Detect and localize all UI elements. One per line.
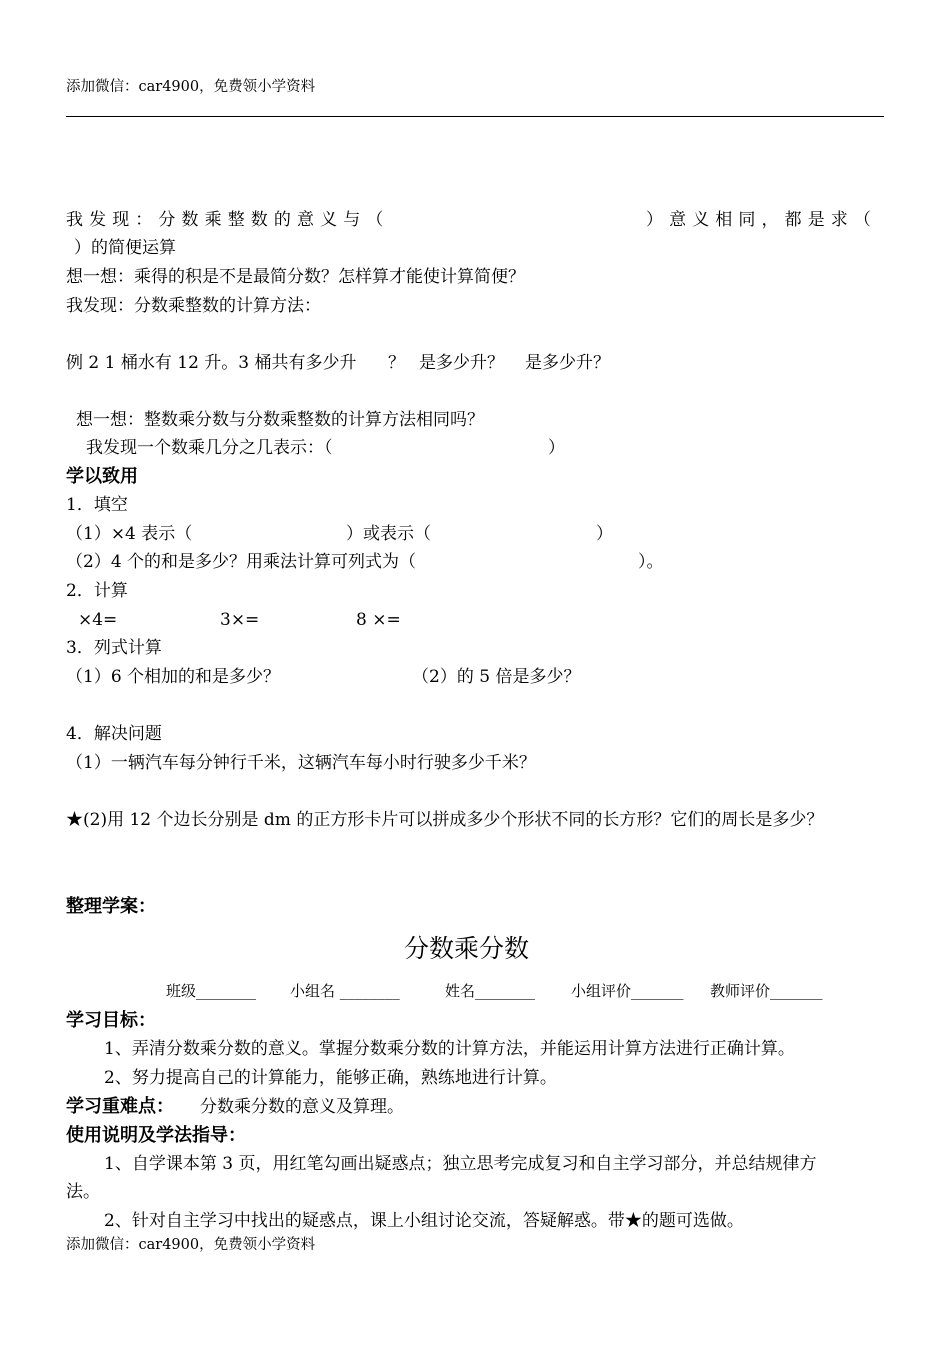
think2-line2-right: ） — [548, 438, 565, 458]
key-text: 分数乘分数的意义及算理。 — [200, 1097, 404, 1117]
usage-heading: 使用说明及学法指导： — [66, 1125, 246, 1146]
think2-line1: 想一想：整数乘分数与分数乘整数的计算方法相同吗？ — [76, 410, 484, 430]
apply-s2-calc-c: 8 ×= — [356, 610, 401, 630]
apply-s2-calc-b: 3×= — [220, 610, 260, 630]
usage-2: 2、针对自主学习中找出的疑惑点，课上小组讨论交流，答疑解惑。带★的题可选做。 — [104, 1211, 744, 1231]
goal-2: 2、努力提高自己的计算能力，能够正确，熟练地进行计算。 — [104, 1068, 557, 1088]
apply-s3-q2: （2）的 5 倍是多少？ — [412, 667, 581, 687]
apply-s3-heading: 3．列式计算 — [66, 638, 162, 658]
apply-s1-heading: 1．填空 — [66, 495, 128, 515]
example2-part-a: 例 2 1 桶水有 12 升。3 桶共有多少升 — [66, 353, 357, 373]
apply-s4-q2-star: ★(2)用 12 个边长分别是 dm 的正方形卡片可以拼成多少个形状不同的长方形？它们的周长是多少？ — [66, 810, 824, 830]
goal-1: 1、弄清分数乘分数的意义。掌握分数乘分数的计算方法，并能运用计算方法进行正确计算。 — [104, 1039, 795, 1059]
key-heading: 学习重难点： — [66, 1096, 174, 1117]
discovery-line1-left: 我发现：分数乘整数的意义与（ — [66, 210, 390, 230]
apply-s1-q1-b: ）或表示（ — [346, 524, 431, 544]
usage-1-line2: 法。 — [66, 1182, 100, 1202]
apply-s1-q2-b: ）。 — [638, 552, 664, 572]
goals-heading: 学习目标： — [66, 1010, 156, 1031]
lesson-title: 分数乘分数 — [404, 934, 530, 963]
discovery-line2: ）的简便运算 — [74, 238, 176, 258]
form-name: 姓名________ — [445, 982, 536, 1000]
apply-heading: 学以致用 — [66, 466, 138, 487]
apply-s2-calc-a: ×4= — [78, 610, 118, 630]
example2-part-d: 是多少升？ — [525, 353, 610, 373]
apply-s2-heading: 2．计算 — [66, 581, 128, 601]
example2-part-c: 是多少升？ — [419, 353, 504, 373]
header-watermark: 添加微信：car4900，免费领小学资料 — [66, 79, 316, 95]
apply-s4-q1: （1）一辆汽车每分钟行千米，这辆汽车每小时行驶多少千米？ — [66, 753, 536, 773]
apply-s4-heading: 4．解决问题 — [66, 724, 162, 744]
apply-s1-q1-c: ） — [596, 524, 613, 544]
discovery-think: 想一想：乘得的积是不是最简分数？怎样算才能使计算简便？ — [66, 267, 525, 287]
usage-1-line1: 1、自学课本第 3 页，用红笔勾画出疑惑点；独立思考完成复习和自主学习部分，并总结规律方 — [104, 1154, 817, 1174]
discovery-line1-right: ）意义相同，都是求（ — [646, 210, 877, 230]
form-class: 班级________ — [166, 982, 257, 1000]
apply-s1-q1-a: （1）×4 表示（ — [66, 524, 193, 544]
example2-part-b: ？ — [388, 353, 405, 373]
footer-watermark: 添加微信：car4900，免费领小学资料 — [66, 1237, 316, 1253]
form-group-eval: 小组评价_______ — [571, 982, 684, 1000]
discovery-method: 我发现：分数乘整数的计算方法： — [66, 296, 321, 316]
organize-heading: 整理学案： — [66, 896, 156, 917]
think2-line2-left: 我发现一个数乘几分之几表示：（ — [86, 438, 333, 458]
apply-s1-q2-a: （2）4 个的和是多少？用乘法计算可列式为（ — [66, 552, 417, 572]
apply-s3-q1: （1）6 个相加的和是多少？ — [66, 667, 281, 687]
header-rule — [66, 116, 884, 117]
form-group: 小组名 ________ — [290, 982, 400, 1000]
form-teacher-eval: 教师评价_______ — [710, 982, 823, 1000]
